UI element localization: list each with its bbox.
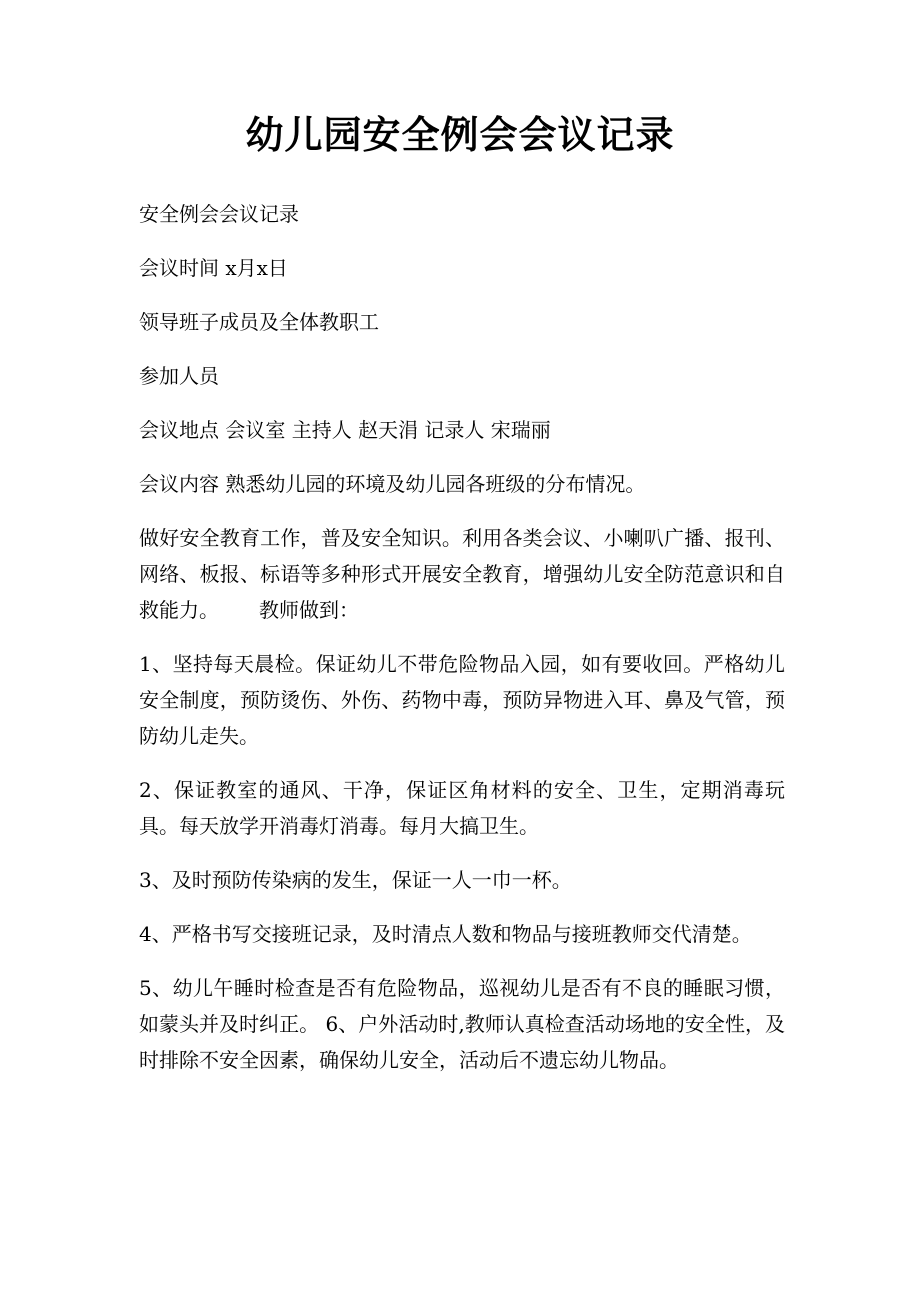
meeting-time-line: 会议时间 x月x日 [139,256,288,280]
attendees-description-line: 领导班子成员及全体教职工 [139,310,379,334]
safety-education-text: 做好安全教育工作，普及安全知识。利用各类会议、小喇叭广播、报刊、网络、板报、标语等多种形式开展安全教育，增强幼儿安全防范意识和自救能力。 [139,526,785,622]
list-item: 4、严格书写交接班记录，及时清点人数和物品与接班教师交代清楚。 [139,922,752,946]
safety-education-paragraph [139,520,785,628]
list-item: 2、保证教室的通风、干净，保证区角材料的安全、卫生，定期消毒玩具。每天放学开消毒灯消毒。每月大搞卫生。 [139,778,785,838]
document-title: 幼儿园安全例会会议记录 [245,112,675,157]
list-item: 5、幼儿午睡时检查是否有危险物品，巡视幼儿是否有不良的睡眠习惯，如蒙头并及时纠正。 6、户外活动时,教师认真检查活动场地的安全性，及时排除不安全因素，确保幼儿安全，活动后不遗忘幼儿物品。 [139,976,785,1072]
meeting-content-line: 会议内容 熟悉幼儿园的环境及幼儿园各班级的分布情况。 [139,472,646,496]
attendees-label-line: 参加人员 [139,364,219,388]
location-host-recorder-line: 会议地点 会议室 主持人 赵天涓 记录人 宋瑞丽 [139,418,551,442]
list-item: 1、坚持每天晨检。保证幼儿不带危险物品入园，如有要收回。严格幼儿安全制度，预防烫伤、外伤、药物中毒，预防异物进入耳、鼻及气管，预防幼儿走失。 [139,652,785,748]
document-body [139,196,785,1096]
teacher-duties-label: 教师做到： [259,598,359,622]
list-item: 3、及时预防传染病的发生，保证一人一巾一杯。 [139,868,572,892]
subtitle-line: 安全例会会议记录 [139,202,299,226]
